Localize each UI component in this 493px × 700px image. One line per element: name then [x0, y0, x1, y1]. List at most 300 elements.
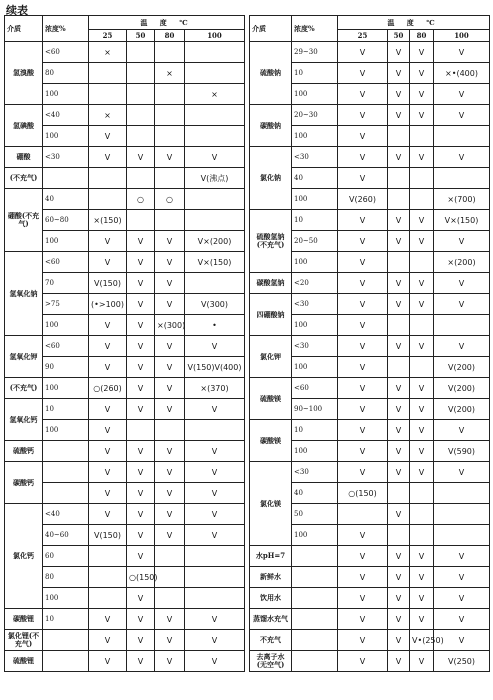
medium-cell: 氯化钠	[250, 147, 292, 210]
concentration-cell: 60~80	[43, 210, 89, 231]
concentration-cell: <20	[292, 273, 338, 294]
temp-header: 25	[338, 30, 388, 42]
resistance-mark: V	[410, 462, 434, 483]
resistance-mark	[127, 126, 155, 147]
resistance-mark: V	[155, 483, 185, 504]
table-row	[5, 42, 245, 63]
resistance-mark: V	[338, 63, 388, 84]
resistance-mark: V	[388, 105, 410, 126]
concentration-cell: 60	[43, 546, 89, 567]
medium-cell: 硼酸	[5, 147, 43, 168]
resistance-mark: ×	[89, 105, 127, 126]
resistance-mark: V(150)V(400)	[185, 357, 245, 378]
resistance-mark: V	[89, 483, 127, 504]
resistance-mark: V	[155, 294, 185, 315]
concentration-cell: 90~100	[292, 399, 338, 420]
resistance-mark: ×	[155, 63, 185, 84]
medium-cell: 碳酸钠	[250, 105, 292, 147]
table-row	[5, 147, 245, 168]
medium-cell: 硫酸镁	[250, 378, 292, 420]
concentration-cell: 50	[292, 504, 338, 525]
resistance-mark: V	[127, 378, 155, 399]
resistance-mark: V	[338, 168, 388, 189]
concentration-cell: <60	[43, 42, 89, 63]
resistance-mark	[127, 210, 155, 231]
concentration-cell: <30	[43, 147, 89, 168]
resistance-mark: V	[410, 651, 434, 672]
table-row	[5, 336, 245, 357]
resistance-mark: V	[338, 546, 388, 567]
resistance-mark	[155, 42, 185, 63]
concentration-cell: 80	[43, 567, 89, 588]
medium-cell: 蒸馏水充气	[250, 609, 292, 630]
resistance-mark	[155, 84, 185, 105]
resistance-mark	[410, 126, 434, 147]
table-row	[250, 147, 490, 168]
resistance-mark: V	[338, 441, 388, 462]
resistance-mark: V	[338, 105, 388, 126]
concentration-cell: 100	[292, 189, 338, 210]
resistance-mark: V	[127, 525, 155, 546]
table-row	[250, 210, 490, 231]
resistance-mark: V(250)	[434, 651, 490, 672]
resistance-mark: V	[127, 546, 155, 567]
resistance-mark: V	[410, 294, 434, 315]
medium-cell: 碳酸钙	[5, 462, 43, 504]
table-row	[5, 609, 245, 630]
concentration-cell: 90	[43, 357, 89, 378]
resistance-mark: V•(250)	[410, 630, 434, 651]
resistance-mark	[155, 210, 185, 231]
resistance-mark: V(150)	[89, 525, 127, 546]
resistance-mark: V(沸点)	[185, 168, 245, 189]
medium-cell: 氯化镁	[250, 462, 292, 546]
resistance-mark: V	[127, 399, 155, 420]
page-title: 续表	[6, 4, 28, 17]
resistance-mark	[388, 483, 410, 504]
resistance-mark: V	[338, 399, 388, 420]
resistance-mark: V	[155, 441, 185, 462]
resistance-mark: V	[338, 294, 388, 315]
resistance-mark: V	[155, 630, 185, 651]
header-row	[5, 16, 245, 30]
resistance-mark: V	[89, 630, 127, 651]
medium-cell: 硫酸锂	[5, 651, 43, 672]
resistance-mark: V	[155, 357, 185, 378]
temperature-header: 温 度 ℃	[89, 16, 245, 30]
resistance-mark	[127, 168, 155, 189]
resistance-mark	[434, 483, 490, 504]
resistance-mark: V	[410, 231, 434, 252]
resistance-mark: V	[338, 42, 388, 63]
table-row	[250, 294, 490, 315]
temp-header: 100	[434, 30, 490, 42]
resistance-mark: V	[127, 609, 155, 630]
resistance-mark: V(200)	[434, 357, 490, 378]
resistance-mark: V	[388, 336, 410, 357]
concentration-cell: <40	[43, 504, 89, 525]
resistance-mark	[185, 420, 245, 441]
resistance-mark: ○	[127, 189, 155, 210]
temp-header: 50	[127, 30, 155, 42]
concentration-cell: 100	[43, 588, 89, 609]
resistance-mark: V	[89, 315, 127, 336]
resistance-mark: V	[185, 483, 245, 504]
resistance-mark: V	[338, 420, 388, 441]
resistance-mark: V	[338, 84, 388, 105]
concentration-cell: 100	[292, 126, 338, 147]
resistance-mark: ×	[89, 42, 127, 63]
concentration-cell: <30	[292, 462, 338, 483]
resistance-mark: V×(150)	[434, 210, 490, 231]
resistance-mark	[388, 252, 410, 273]
resistance-mark	[388, 126, 410, 147]
concentration-cell: 100	[292, 441, 338, 462]
resistance-mark	[185, 546, 245, 567]
table-row	[250, 462, 490, 483]
concentration-cell: 40	[43, 189, 89, 210]
resistance-mark: V	[338, 525, 388, 546]
resistance-mark: V	[185, 525, 245, 546]
concentration-cell: 100	[43, 231, 89, 252]
temp-header: 100	[185, 30, 245, 42]
table-row	[250, 42, 490, 63]
resistance-mark: V	[388, 273, 410, 294]
resistance-mark: V	[127, 483, 155, 504]
resistance-mark: V	[434, 630, 490, 651]
medium-cell: 水pH=7	[250, 546, 292, 567]
resistance-mark: V	[410, 378, 434, 399]
concentration-cell: <30	[292, 294, 338, 315]
table-row	[5, 504, 245, 525]
concentration-cell: <30	[292, 147, 338, 168]
resistance-mark: V	[155, 525, 185, 546]
resistance-mark	[185, 126, 245, 147]
medium-cell: 氯化钙	[5, 504, 43, 609]
medium-cell: 硫酸氢钠(不充气)	[250, 210, 292, 273]
resistance-mark: V	[388, 63, 410, 84]
resistance-mark: V	[155, 252, 185, 273]
resistance-mark	[434, 315, 490, 336]
temperature-header: 温 度 ℃	[338, 16, 490, 30]
resistance-mark	[89, 63, 127, 84]
resistance-mark: V	[338, 651, 388, 672]
resistance-mark: V×(150)	[185, 252, 245, 273]
resistance-mark: V(300)	[185, 294, 245, 315]
medium-header: 介质	[250, 16, 292, 42]
resistance-mark: V	[434, 147, 490, 168]
concentration-cell: 10	[292, 420, 338, 441]
medium-header: 介质	[5, 16, 43, 42]
resistance-mark: V	[185, 147, 245, 168]
table-row	[5, 630, 245, 651]
table-row	[5, 399, 245, 420]
resistance-mark: V	[127, 630, 155, 651]
resistance-mark	[185, 273, 245, 294]
table-row	[5, 441, 245, 462]
resistance-mark: V	[185, 336, 245, 357]
table-row	[250, 546, 490, 567]
concentration-cell: <60	[43, 252, 89, 273]
resistance-mark: V	[155, 399, 185, 420]
concentration-cell: 100	[43, 315, 89, 336]
resistance-mark	[89, 588, 127, 609]
concentration-cell	[43, 462, 89, 483]
resistance-mark	[89, 189, 127, 210]
concentration-cell: 40~60	[43, 525, 89, 546]
resistance-mark	[155, 546, 185, 567]
resistance-mark: V	[127, 231, 155, 252]
resistance-mark	[89, 168, 127, 189]
resistance-mark: V	[410, 567, 434, 588]
medium-cell: 氢氧化钠	[5, 252, 43, 336]
resistance-mark: V	[155, 147, 185, 168]
resistance-mark: V	[185, 441, 245, 462]
resistance-mark: V	[89, 504, 127, 525]
resistance-mark	[388, 189, 410, 210]
resistance-mark: V	[388, 399, 410, 420]
medium-cell: 硼酸(不充气)	[5, 189, 43, 252]
resistance-mark: V	[410, 588, 434, 609]
concentration-cell: 40	[292, 168, 338, 189]
resistance-mark: ×	[185, 84, 245, 105]
medium-cell: 碳酸氢钠	[250, 273, 292, 294]
concentration-cell: 100	[292, 84, 338, 105]
medium-cell: 硫酸钠	[250, 42, 292, 105]
resistance-mark: V(150)	[89, 273, 127, 294]
resistance-mark	[434, 168, 490, 189]
resistance-mark: V	[338, 315, 388, 336]
resistance-mark: V	[89, 399, 127, 420]
resistance-mark	[338, 504, 388, 525]
resistance-mark: V(260)	[338, 189, 388, 210]
resistance-mark: V	[410, 609, 434, 630]
concentration-cell: 40	[292, 483, 338, 504]
resistance-mark: V	[338, 252, 388, 273]
resistance-mark: V	[89, 231, 127, 252]
resistance-mark: V	[434, 567, 490, 588]
resistance-mark: V	[434, 84, 490, 105]
resistance-mark: V	[388, 588, 410, 609]
resistance-mark: V	[388, 504, 410, 525]
table-row	[250, 651, 490, 672]
concentration-cell	[292, 588, 338, 609]
resistance-mark	[127, 63, 155, 84]
medium-cell: (不充气)	[5, 378, 43, 399]
table-row	[5, 378, 245, 399]
resistance-mark	[388, 525, 410, 546]
resistance-mark	[434, 126, 490, 147]
medium-cell: 饮用水	[250, 588, 292, 609]
resistance-mark: ×(370)	[185, 378, 245, 399]
resistance-mark: V	[185, 630, 245, 651]
resistance-mark: V	[410, 441, 434, 462]
concentration-cell: <60	[292, 378, 338, 399]
resistance-mark: V	[185, 504, 245, 525]
resistance-mark: V(200)	[434, 378, 490, 399]
resistance-mark: V	[338, 273, 388, 294]
resistance-mark	[185, 189, 245, 210]
concentration-cell: 100	[292, 357, 338, 378]
resistance-mark: V	[89, 441, 127, 462]
resistance-mark: V	[434, 462, 490, 483]
resistance-mark: V	[388, 231, 410, 252]
concentration-cell: >75	[43, 294, 89, 315]
resistance-mark: V	[185, 399, 245, 420]
concentration-cell: 100	[292, 525, 338, 546]
resistance-mark: V	[434, 294, 490, 315]
resistance-mark	[410, 189, 434, 210]
resistance-mark	[434, 525, 490, 546]
concentration-cell: 29~30	[292, 42, 338, 63]
corrosion-table-right	[249, 15, 490, 672]
concentration-cell	[43, 483, 89, 504]
concentration-cell	[292, 651, 338, 672]
header-row	[250, 16, 490, 30]
table-row	[5, 462, 245, 483]
resistance-mark: V	[338, 357, 388, 378]
resistance-mark: V	[89, 357, 127, 378]
resistance-mark: V	[127, 651, 155, 672]
concentration-cell: 10	[43, 399, 89, 420]
resistance-mark: V	[155, 462, 185, 483]
resistance-mark	[89, 546, 127, 567]
concentration-header: 浓度%	[292, 16, 338, 42]
concentration-cell: 100	[292, 252, 338, 273]
concentration-cell: 70	[43, 273, 89, 294]
resistance-mark	[410, 483, 434, 504]
resistance-mark	[89, 567, 127, 588]
resistance-mark	[155, 168, 185, 189]
resistance-mark	[127, 105, 155, 126]
temp-header: 80	[155, 30, 185, 42]
concentration-cell: 10	[43, 609, 89, 630]
resistance-mark: V	[185, 651, 245, 672]
resistance-mark: V	[388, 42, 410, 63]
resistance-mark: V	[410, 105, 434, 126]
resistance-mark: ○(260)	[89, 378, 127, 399]
resistance-mark: V	[127, 294, 155, 315]
resistance-mark	[410, 525, 434, 546]
concentration-cell	[292, 567, 338, 588]
resistance-mark	[185, 105, 245, 126]
resistance-mark	[155, 105, 185, 126]
concentration-cell: <30	[292, 336, 338, 357]
table-row	[250, 588, 490, 609]
table-row	[5, 252, 245, 273]
resistance-mark	[388, 315, 410, 336]
resistance-mark: V	[434, 336, 490, 357]
concentration-header: 浓度%	[43, 16, 89, 42]
resistance-mark: ×(700)	[434, 189, 490, 210]
resistance-mark: V	[127, 462, 155, 483]
resistance-mark	[410, 252, 434, 273]
resistance-mark	[185, 588, 245, 609]
temp-header: 25	[89, 30, 127, 42]
resistance-mark: V	[155, 378, 185, 399]
resistance-mark: V	[127, 588, 155, 609]
temp-header: 80	[410, 30, 434, 42]
medium-cell: 氢碘酸	[5, 105, 43, 147]
resistance-mark: V	[388, 210, 410, 231]
resistance-mark: V	[410, 147, 434, 168]
resistance-mark: V	[127, 273, 155, 294]
table-row	[250, 336, 490, 357]
resistance-mark	[388, 168, 410, 189]
concentration-cell	[43, 630, 89, 651]
medium-cell: 去离子水(无空气)	[250, 651, 292, 672]
resistance-mark: ×•(400)	[434, 63, 490, 84]
concentration-cell: 10	[292, 63, 338, 84]
medium-cell: 碳酸镁	[250, 420, 292, 462]
resistance-mark: V	[338, 462, 388, 483]
resistance-mark	[410, 315, 434, 336]
resistance-mark: V×(200)	[185, 231, 245, 252]
resistance-mark: V	[127, 504, 155, 525]
resistance-mark	[185, 63, 245, 84]
resistance-mark: V	[410, 336, 434, 357]
resistance-mark: V	[338, 147, 388, 168]
table-row	[250, 378, 490, 399]
resistance-mark: V	[434, 42, 490, 63]
resistance-mark: V	[127, 315, 155, 336]
table-row	[250, 609, 490, 630]
resistance-mark: V	[155, 609, 185, 630]
concentration-cell: 100	[292, 315, 338, 336]
resistance-mark: V	[155, 336, 185, 357]
resistance-mark: V	[89, 651, 127, 672]
resistance-mark: V	[388, 462, 410, 483]
resistance-mark: V	[388, 546, 410, 567]
concentration-cell: <40	[43, 105, 89, 126]
concentration-cell: <60	[43, 336, 89, 357]
table-row	[5, 651, 245, 672]
resistance-mark: •	[185, 315, 245, 336]
concentration-cell: 80	[43, 63, 89, 84]
resistance-mark: V	[410, 210, 434, 231]
resistance-mark: ○(150)	[338, 483, 388, 504]
resistance-mark: V	[338, 630, 388, 651]
resistance-mark: V	[127, 147, 155, 168]
medium-cell: 氢溴酸	[5, 42, 43, 105]
concentration-cell	[292, 546, 338, 567]
resistance-mark: V	[155, 651, 185, 672]
resistance-mark: V	[388, 420, 410, 441]
resistance-mark	[185, 210, 245, 231]
resistance-mark: V	[434, 609, 490, 630]
concentration-cell: 100	[43, 84, 89, 105]
concentration-cell	[43, 168, 89, 189]
resistance-mark: V	[410, 84, 434, 105]
resistance-mark: V	[388, 441, 410, 462]
resistance-mark: V	[388, 294, 410, 315]
resistance-mark	[185, 42, 245, 63]
resistance-mark: V	[434, 273, 490, 294]
resistance-mark: V	[89, 609, 127, 630]
resistance-mark: V	[388, 378, 410, 399]
resistance-mark: V	[338, 609, 388, 630]
resistance-mark: V	[388, 567, 410, 588]
medium-cell: 碳酸锂	[5, 609, 43, 630]
concentration-cell: 20~50	[292, 231, 338, 252]
medium-cell: (不充气)	[5, 168, 43, 189]
medium-cell: 氯化钾	[250, 336, 292, 378]
resistance-mark: V	[127, 357, 155, 378]
corrosion-table-left	[4, 15, 245, 672]
resistance-mark: V	[338, 567, 388, 588]
table-row	[5, 105, 245, 126]
resistance-mark: V	[388, 84, 410, 105]
